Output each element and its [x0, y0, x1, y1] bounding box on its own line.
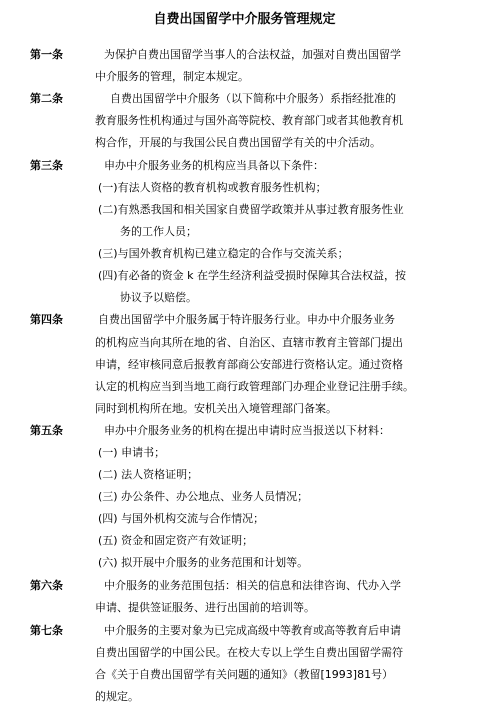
article-5-line-6: (五) 资金和固定资产有效证明；: [98, 534, 254, 547]
article-6-line-1: 中介服务的业务范围包括：相关的信息和法律咨询、代办入学: [104, 579, 401, 592]
article-3-line-1: 申办中介服务业务的机构应当具备以下条件：: [104, 159, 324, 172]
article-5-line-5: (四) 与国外机构交流与合作情况；: [98, 512, 265, 525]
article-5-label: 第五条: [30, 424, 63, 437]
article-3-line-6: (四)有必备的资金 k 在学生经济利益受损时保障其合法权益，按: [98, 269, 406, 282]
article-4-label: 第四条: [30, 313, 63, 326]
article-7-line-1: 中介服务的主要对象为已完成高级中等教育或高等教育后申请: [104, 624, 401, 637]
article-4-line-4: 认定的机构应当到当地工商行政管理部门办理企业登记注册手续。: [95, 380, 414, 393]
article-5-line-2: (一) 申请书；: [98, 446, 166, 459]
article-3-line-4: 务的工作人员；: [120, 225, 197, 238]
article-1-label: 第一条: [30, 48, 63, 61]
document-title: 自费出国留学中介服务管理规定: [153, 12, 336, 27]
article-4-line-1: 自费出国留学中介服务属于特许服务行业。申办中介服务业务: [98, 313, 395, 326]
article-7-label: 第七条: [30, 624, 63, 637]
article-5-line-3: (二) 法人资格证明；: [98, 468, 199, 481]
article-4-line-5: 同时到机构所在地。安机关出入境管理部门备案。: [95, 402, 337, 415]
article-3-label: 第三条: [30, 159, 63, 172]
article-7-line-3: 合《关于自费出国留学有关问题的通知》（教留[1993]81号）: [95, 668, 394, 681]
article-3-line-5: (三)与国外教育机构已建立稳定的合作与交流关系；: [98, 247, 349, 260]
article-2-line-3: 构合作，开展的与我国公民自费出国留学有关的中介活动。: [95, 136, 381, 149]
article-5-line-1: 申办中介服务业务的机构在提出申请时应当报送以下材料：: [104, 424, 390, 437]
article-3-line-3: (二)有熟悉我国和相关国家自费留学政策并从事过教育服务性业: [98, 203, 404, 216]
article-4-line-2: 的机构应当向其所在地的省、自治区、直辖市教育主管部门提出: [95, 336, 403, 349]
article-1-line-1: 为保护自费出国留学当事人的合法权益，加强对自费出国留学: [104, 48, 401, 61]
article-5-line-7: (六) 拟开展中介服务的业务范围和计划等。: [98, 556, 309, 569]
article-2-line-2: 教育服务性机构通过与国外高等院校、教育部门或者其他教育机: [95, 114, 403, 127]
article-3-line-2: (一)有法人资格的教育机构或教育服务性机构；: [98, 181, 327, 194]
article-1-line-2: 中介服务的管理，制定本规定。: [95, 70, 249, 83]
article-7-line-4: 的规定。: [95, 690, 139, 703]
article-4-line-3: 申请，经审核同意后报教育部商公安部进行资格认定。通过资格: [95, 358, 403, 371]
article-5-line-4: (三) 办公条件、办公地点、业务人员情况；: [98, 490, 309, 503]
article-7-line-2: 自费出国留学的中国公民。在校大专以上学生自费出国留学需符: [95, 646, 403, 659]
article-2-line-1: 自费出国留学中介服务（以下简称中介服务）系指经批准的: [110, 92, 396, 105]
article-2-label: 第二条: [30, 92, 63, 105]
article-3-line-7: 协议予以赔偿。: [120, 291, 197, 304]
article-6-label: 第六条: [30, 579, 63, 592]
article-6-line-2: 申请、提供签证服务、进行出国前的培训等。: [95, 601, 315, 614]
